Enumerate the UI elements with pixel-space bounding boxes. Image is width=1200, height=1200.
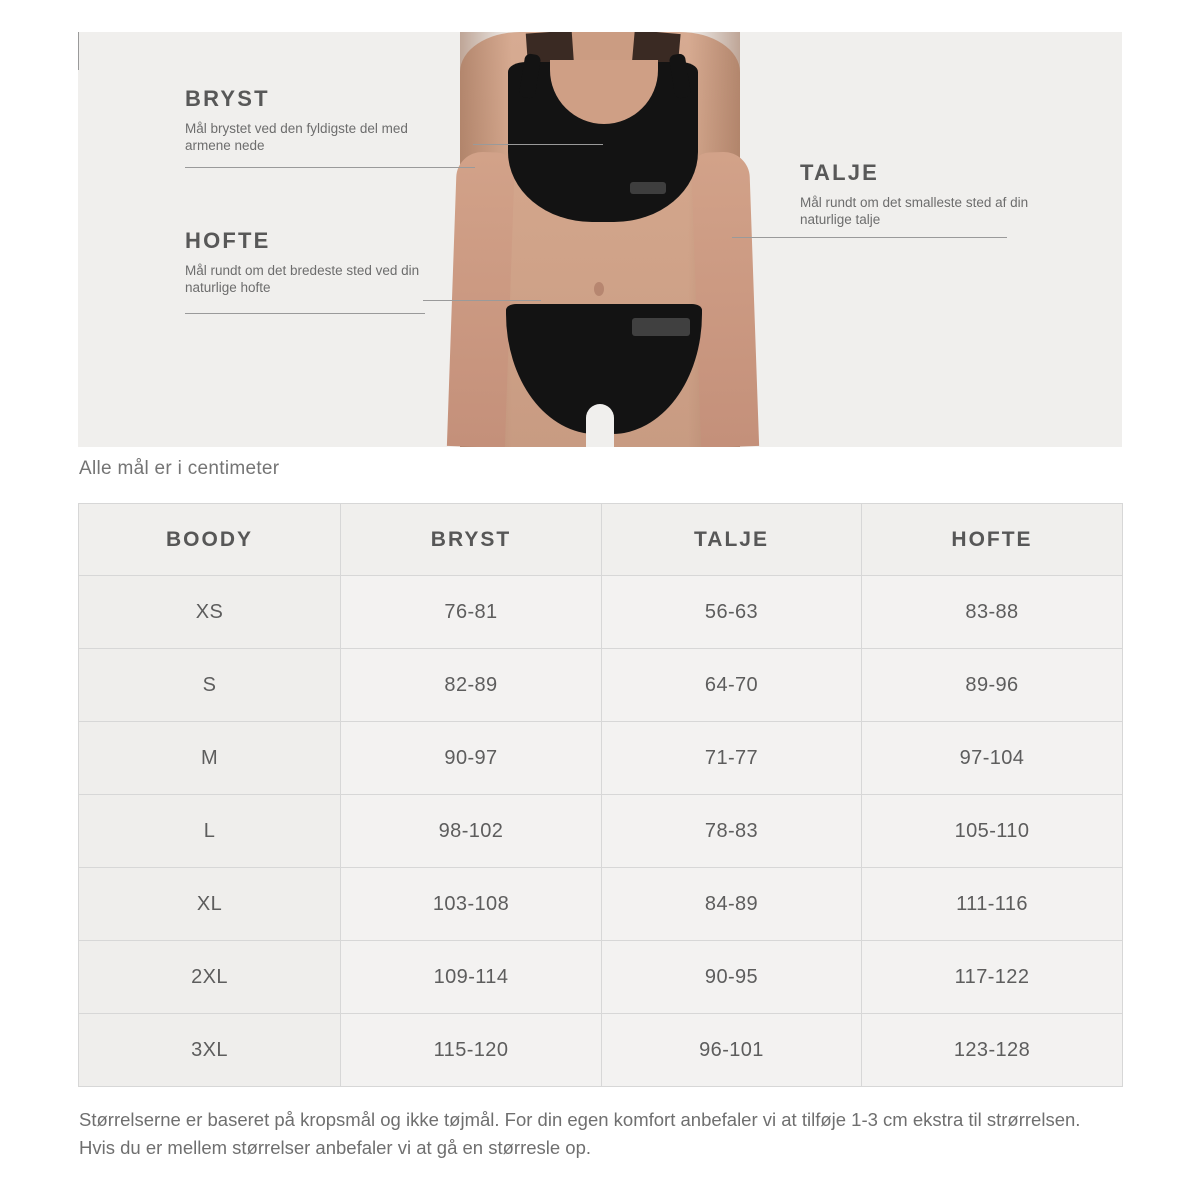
cell-hofte: 123-128: [862, 1014, 1123, 1087]
leader-line-bryst-vertical: [78, 32, 79, 56]
leader-line-bryst-upper: [473, 144, 603, 145]
cell-talje: 64-70: [602, 649, 862, 722]
cell-size: 3XL: [79, 1014, 341, 1087]
size-table-wrapper: [78, 503, 1122, 1087]
cell-talje: 56-63: [602, 576, 862, 649]
cell-size: 2XL: [79, 941, 341, 1014]
table-header-boody: BOODY: [79, 504, 341, 576]
callout-hofte-desc: Mål rundt om det bredeste sted ved din naturlige hofte: [185, 263, 420, 295]
leader-line-talje: [732, 237, 1007, 238]
cell-bryst: 82-89: [341, 649, 602, 722]
cell-talje: 78-83: [602, 795, 862, 868]
leader-line-hofte-vertical: [78, 56, 79, 70]
leg-gap: [586, 404, 614, 447]
size-table: [78, 503, 1123, 1087]
callout-talje: [800, 160, 1060, 228]
table-row: [79, 576, 1123, 649]
cell-hofte: 97-104: [862, 722, 1123, 795]
callout-bryst-title: BRYST: [185, 86, 270, 111]
cell-size: S: [79, 649, 341, 722]
cell-bryst: 76-81: [341, 576, 602, 649]
cell-hofte: 83-88: [862, 576, 1123, 649]
cell-size: L: [79, 795, 341, 868]
cell-talje: 84-89: [602, 868, 862, 941]
callout-bryst-desc: Mål brystet ved den fyldigste del med armene nede: [185, 121, 408, 153]
cell-size: XS: [79, 576, 341, 649]
units-caption: Alle mål er i centimeter: [79, 458, 280, 479]
cell-hofte: 105-110: [862, 795, 1123, 868]
cell-hofte: 111-116: [862, 868, 1123, 941]
table-header-row: [79, 504, 1123, 576]
table-row: [79, 795, 1123, 868]
cell-size: XL: [79, 868, 341, 941]
leader-line-hofte: [185, 313, 425, 314]
cell-hofte: 89-96: [862, 649, 1123, 722]
arm-right: [691, 151, 759, 447]
leader-line-bryst: [185, 167, 475, 168]
size-table-body: [79, 576, 1123, 1087]
table-header-bryst: BRYST: [341, 504, 602, 576]
table-row: [79, 941, 1123, 1014]
cell-bryst: 115-120: [341, 1014, 602, 1087]
cell-size: M: [79, 722, 341, 795]
table-row: [79, 649, 1123, 722]
callout-bryst: [185, 86, 445, 154]
bra-brand-logo: [630, 182, 666, 194]
cell-bryst: 109-114: [341, 941, 602, 1014]
callout-hofte: [185, 228, 445, 296]
callout-talje-title: TALJE: [800, 160, 880, 185]
measurement-hero-panel: [78, 32, 1122, 447]
cell-talje: 71-77: [602, 722, 862, 795]
cell-talje: 96-101: [602, 1014, 862, 1087]
table-header-talje: TALJE: [602, 504, 862, 576]
model-photo: [400, 32, 800, 447]
cell-bryst: 98-102: [341, 795, 602, 868]
cell-bryst: 90-97: [341, 722, 602, 795]
table-row: [79, 722, 1123, 795]
table-header-hofte: HOFTE: [862, 504, 1123, 576]
cell-bryst: 103-108: [341, 868, 602, 941]
callout-talje-desc: Mål rundt om det smalleste sted af din naturlige talje: [800, 195, 1029, 227]
sizing-footnote: Størrelserne er baseret på kropsmål og ikke tøjmål. For din egen komfort anbefaler vi at tilføje 1-3 cm ekstra til strørrelsen. Hvis du er mellem størrelser anbefaler vi at gå en størresle op.: [79, 1109, 1081, 1158]
callout-hofte-title: HOFTE: [185, 228, 271, 253]
table-row: [79, 1014, 1123, 1087]
cell-hofte: 117-122: [862, 941, 1123, 1014]
brief-brand-logo: [632, 318, 690, 336]
table-row: [79, 868, 1123, 941]
cell-talje: 90-95: [602, 941, 862, 1014]
leader-line-hofte-upper: [423, 300, 541, 301]
navel-detail: [594, 282, 604, 296]
size-table-head: [79, 504, 1123, 576]
